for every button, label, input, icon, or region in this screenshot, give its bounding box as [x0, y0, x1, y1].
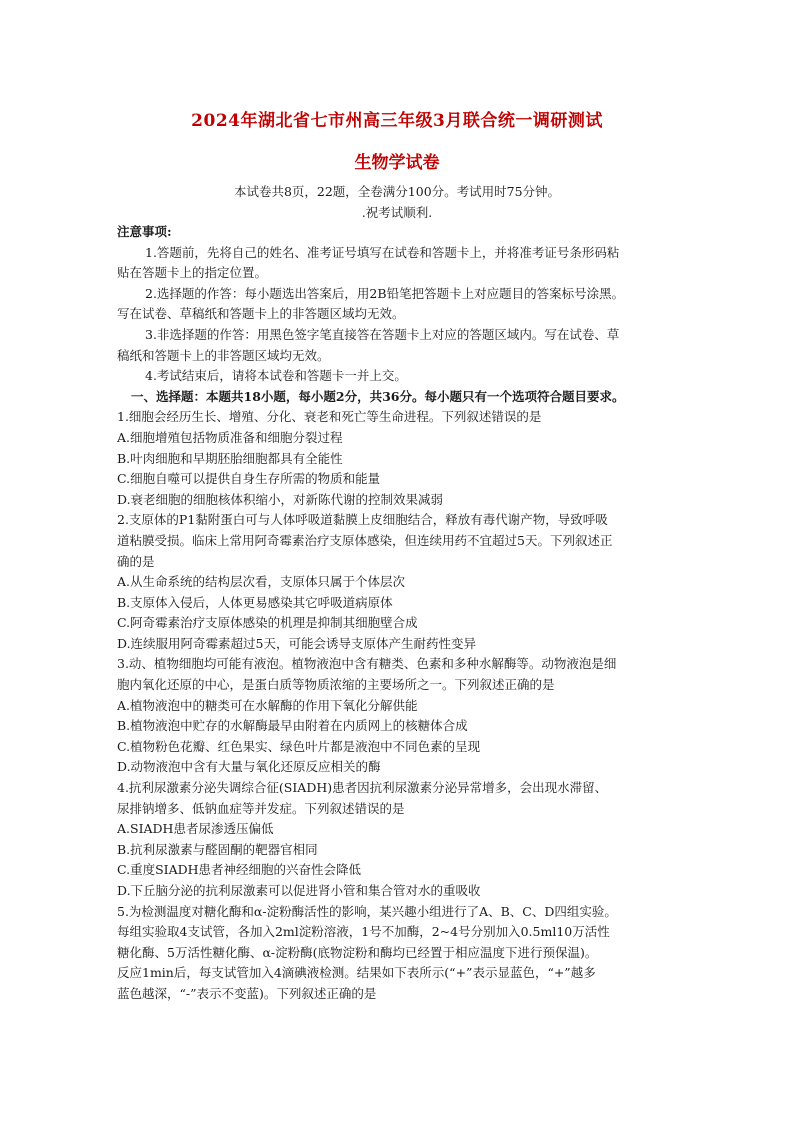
question-4-option-a: A.SIADH患者尿渗透压偏低 — [117, 821, 274, 837]
exam-wish: .祝考试顺利. — [361, 205, 433, 220]
question-5-stem: 每组实验取4支试管，各加入2ml淀粉溶液，1号不加酶，2~4号分别加入0.5ml10万活性 — [117, 924, 610, 940]
question-4-option-c: C.重度SIADH患者神经细胞的兴奋性会降低 — [117, 862, 362, 878]
exam-body — [117, 222, 682, 1005]
notice-line: 写在试卷、草稿纸和答题卡上的非答题区域均无效。 — [117, 306, 405, 322]
question-3-option-c: C.植物粉色花瓣、红色果实、绿色叶片都是液泡中不同色素的呈现 — [117, 738, 481, 754]
question-1-option-d: D.衰老细胞的细胞核体积缩小，对新陈代谢的控制效果减弱 — [117, 491, 444, 507]
question-5-stem: 反应1min后，每支试管加入4滴碘液检测。结果如下表所示(“+”表示显蓝色，“+”越多 — [117, 965, 596, 981]
question-4-stem: 尿排钠增多、低钠血症等并发症。下列叙述错误的是 — [117, 800, 405, 816]
question-4-option-d: D.下丘脑分泌的抗利尿激素可以促进肾小管和集合管对水的重吸收 — [117, 883, 481, 898]
question-2-option-d: D.连续服用阿奇霉素超过5天，可能会诱导支原体产生耐药性变异 — [117, 635, 477, 651]
question-2-option-b: B.支原体入侵后，人体更易感染其它呼吸道病原体 — [117, 594, 393, 610]
question-1-option-c: C.细胞自噬可以提供自身生存所需的物质和能量 — [117, 471, 381, 487]
question-5-stem: 糖化酶、5万活性糖化酶、α-淀粉酶(底物淀粉和酶均已经置于相应温度下进行预保温)。 — [117, 944, 598, 960]
question-5-stem: 蓝色越深，“-”表示不变蓝)。下列叙述正确的是 — [117, 985, 377, 1001]
question-2-stem: 2.支原体的P1黏附蛋白可与人体呼吸道黏膜上皮细胞结合，释放有毒代谢产物，导致呼吸 — [117, 512, 608, 528]
question-3-option-d: D.动物液泡中含有大量与氧化还原反应相关的酶 — [117, 759, 381, 775]
notice-line: 1.答题前，先将自己的姓名、准考证号填写在试卷和答题卡上，并将准考证号条形码粘 — [145, 244, 620, 260]
question-2-stem: 确的是 — [117, 553, 155, 569]
question-4-stem: 4.抗利尿激素分泌失调综合征(SIADH)患者因抗利尿激素分泌异常增多，会出现水滞留、 — [117, 780, 608, 796]
question-1-option-a: A.细胞增殖包括物质准备和细胞分裂过程 — [117, 429, 343, 445]
question-2-stem: 道粘膜受损。临床上常用阿奇霉素治疗支原体感染，但连续用药不宜超过5天。下列叙述正 — [117, 532, 613, 548]
question-3-option-b: B.植物液泡中贮存的水解酶最早由附着在内质网上的核糖体合成 — [117, 718, 468, 734]
question-5-stem: 5.为检测温度对糖化酶和α-淀粉酶活性的影响，某兴趣小组进行了A、B、C、D四组实验。 — [117, 903, 617, 919]
question-3-stem: 胞内氧化还原的中心，是蛋白质等物质浓缩的主要场所之一。下列叙述正确的是 — [117, 677, 555, 693]
notice-line: 3.非选择题的作答：用黑色签字笔直接答在答题卡上对应的答题区域内。写在试卷、草 — [145, 326, 620, 342]
question-1-stem: 1.细胞会经历生长、增殖、分化、衰老和死亡等生命进程。下列叙述错误的是 — [117, 409, 542, 425]
question-1-option-b: B.叶肉细胞和早期胚胎细胞都具有全能性 — [117, 450, 343, 466]
question-2-option-c: C.阿奇霉素治疗支原体感染的机理是抑制其细胞壁合成 — [117, 615, 418, 631]
question-4-option-b: B.抗利尿激素与醛固酮的靶器官相同 — [117, 841, 318, 857]
notice-line: 2.选择题的作答：每小题选出答案后，用2B铅笔把答题卡上对应题目的答案标号涂黑。 — [145, 285, 625, 301]
notice-heading: 注意事项: — [117, 224, 172, 239]
exam-meta-info: 本试卷共8页，22题，全卷满分100分。考试用时75分钟。 — [233, 184, 561, 199]
section-heading: 一、选择题：本题共18小题，每小题2分，共36分。每小题只有一个选项符合题目要求。 — [131, 388, 625, 404]
question-2-option-a: A.从生命系统的结构层次看，支原体只属于个体层次 — [117, 574, 406, 590]
exam-subject-title: 生物学试卷 — [354, 153, 440, 173]
notice-line: 稿纸和答题卡上的非答题区域均无效。 — [117, 347, 330, 363]
exam-title: 2024年湖北省七市州高三年级3月联合统一调研测试 — [191, 111, 603, 131]
notice-line: 贴在答题卡上的指定位置。 — [117, 265, 268, 281]
question-3-option-a: A.植物液泡中的糖类可在水解酶的作用下氧化分解供能 — [117, 697, 418, 713]
notice-line: 4.考试结束后，请将本试卷和答题卡一并上交。 — [145, 368, 407, 384]
question-3-stem: 3.动、植物细胞均可能有液泡。植物液泡中含有糖类、色素和多种水解酶等。动物液泡是细 — [117, 656, 617, 672]
